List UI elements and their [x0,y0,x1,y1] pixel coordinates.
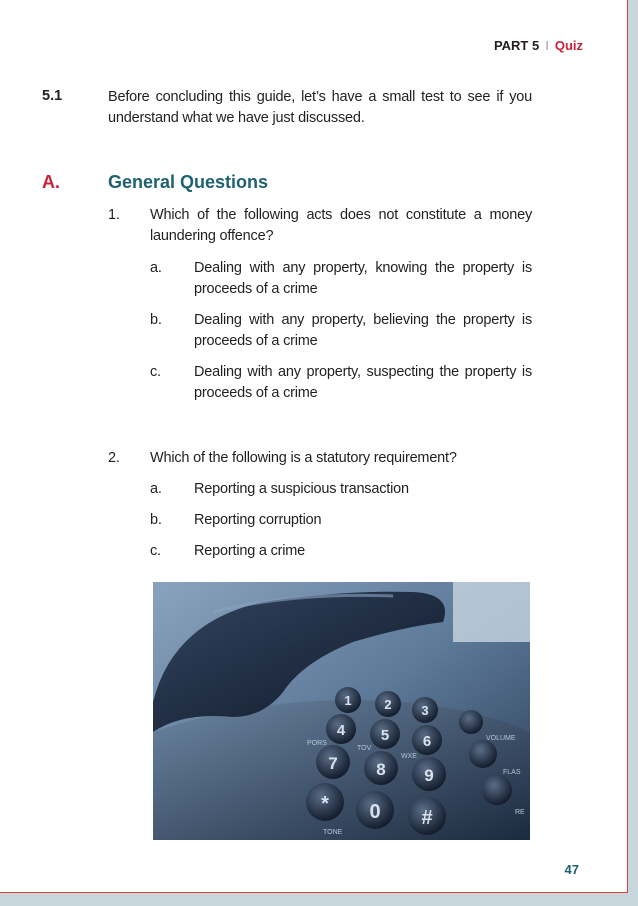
option-1b [150,310,532,354]
option-label: a. [150,481,162,497]
key-2: 2 [384,697,392,712]
header-part: PART 5 [493,38,540,53]
option-label: b. [150,512,162,528]
key-7: 7 [328,754,338,773]
wxy-label: WXE [401,753,417,760]
question-2 [108,448,532,470]
key-8: 8 [376,760,386,779]
option-2c [150,541,532,563]
key-9: 9 [424,766,434,785]
question-text: Which of the following acts does not constitute a money laundering offence? [150,207,532,244]
header-section: Quiz [554,38,583,53]
pqrs-label: PORS [307,740,327,747]
section-letter: A. [42,172,60,192]
key-6: 6 [422,733,432,750]
page-number: 47 [564,862,579,877]
option-2b [150,510,532,532]
flash-label: FLAS [503,769,521,776]
key-3: 3 [421,703,429,718]
option-label: a. [150,260,162,276]
option-1c [150,362,532,406]
intro-text: Before concluding this guide, let’s have a small test to see if you understand what we have just discussed. [108,89,532,126]
question-text: Which of the following is a statutory requirement? [150,450,457,466]
key-4: 4 [336,722,346,739]
section-title: General Questions [108,172,269,192]
option-label: b. [150,312,162,328]
option-label: c. [150,543,161,559]
option-1a [150,258,532,302]
key-5: 5 [380,727,390,744]
key-1: 1 [344,693,352,708]
intro-number: 5.1 [42,88,63,104]
key-0: 0 [369,801,381,823]
question-number: 1. [108,207,120,223]
question-number: 2. [108,450,120,466]
telephone-photo [153,582,530,840]
option-text: Dealing with any property, believing the property is proceeds of a crime [194,312,532,349]
option-label: c. [150,364,161,380]
redial-label: RE [515,809,525,816]
tuv-label: TOV [357,745,372,752]
running-header [494,38,583,53]
key-hash: # [421,807,433,829]
option-text: Reporting a suspicious transaction [194,481,409,497]
question-1 [108,205,532,249]
option-text: Reporting corruption [194,512,322,528]
option-text: Reporting a crime [194,543,306,559]
key-star: * [321,793,329,815]
tone-label: TONE [323,829,343,836]
volume-label: VOLUME [486,735,516,742]
option-2a [150,479,532,501]
option-text: Dealing with any property, suspecting the property is proceeds of a crime [194,364,532,401]
option-text: Dealing with any property, knowing the property is proceeds of a crime [194,260,532,297]
header-separator: I [545,38,549,53]
